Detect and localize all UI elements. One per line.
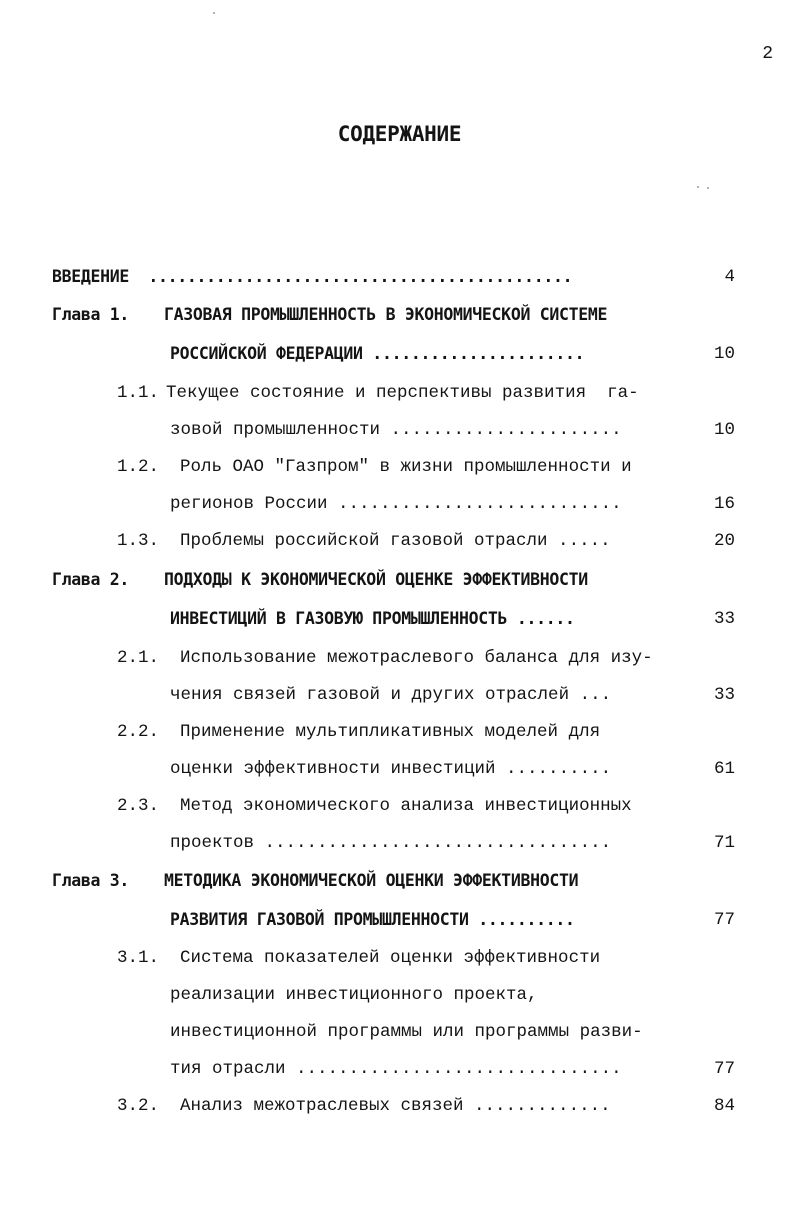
toc-title-line: Применение мультипликативных моделей для [180, 722, 601, 742]
toc-title-line: Система показателей оценки эффективности [180, 948, 601, 968]
toc-title-line: проектов ................................. [170, 833, 612, 853]
toc-page-number: 33 [713, 685, 735, 705]
toc-page-number: 20 [713, 531, 735, 551]
toc-entry-number: 3.1. [117, 948, 160, 968]
toc-entry-number: Глава 1. [52, 305, 130, 324]
toc-title-line: чения связей газовой и других отраслей ... [170, 685, 612, 705]
toc-page-number: 33 [713, 609, 735, 629]
toc-title-line: зовой промышленности ...................... [170, 420, 622, 440]
toc-title-line: инвестиционной программы или программы разви- [170, 1022, 643, 1042]
scan-speck [697, 186, 699, 188]
toc-title-line: РОССИЙСКОЙ ФЕДЕРАЦИИ ...................... [170, 344, 585, 363]
toc-title-line: Текущее состояние и перспективы развития га- [166, 383, 639, 403]
page-title: СОДЕРЖАНИЕ [337, 122, 462, 146]
toc-entry-number: 3.2. [117, 1096, 160, 1116]
toc-entry-number: 1.3. [117, 531, 160, 551]
toc-page-number: 71 [713, 833, 735, 853]
toc-entry-number: 1.1. [117, 383, 160, 403]
toc-title-line: МЕТОДИКА ЭКОНОМИЧЕСКОЙ ОЦЕНКИ ЭФФЕКТИВНОСТИ [164, 871, 579, 890]
toc-title-line: ИНВЕСТИЦИЙ В ГАЗОВУЮ ПРОМЫШЛЕННОСТЬ ...... [170, 609, 575, 628]
toc-page-number: 10 [713, 420, 735, 440]
toc-page-number: 61 [713, 759, 735, 779]
toc-title-line: ГАЗОВАЯ ПРОМЫШЛЕННОСТЬ В ЭКОНОМИЧЕСКОЙ СИСТЕМЕ [164, 305, 608, 324]
toc-title-line: Проблемы российской газовой отрасли ..... [180, 531, 611, 551]
toc-entry-number: 2.3. [117, 796, 160, 816]
toc-title-line: регионов России ........................... [170, 494, 622, 514]
toc-page-number: 77 [713, 910, 735, 930]
toc-title-line: тия отрасли ............................... [170, 1059, 622, 1079]
toc-page-number: 4 [724, 267, 735, 287]
toc-entry-number: 2.1. [117, 648, 160, 668]
toc-title-line: РАЗВИТИЯ ГАЗОВОЙ ПРОМЫШЛЕННОСТИ .......... [170, 910, 575, 929]
scan-speck [707, 187, 709, 189]
toc-entry-number: Глава 2. [52, 570, 130, 589]
toc-page-number: 10 [713, 344, 735, 364]
toc-entry-number: Глава 3. [52, 871, 130, 890]
toc-page-number: 84 [713, 1096, 735, 1116]
toc-title-line: Роль ОАО "Газпром" в жизни промышленности и [180, 457, 632, 477]
toc-page-number: 77 [713, 1059, 735, 1079]
scan-speck [213, 12, 215, 14]
toc-title-line: Использование межотраслевого баланса для изу- [180, 648, 653, 668]
toc-title-line: реализации инвестиционного проекта, [170, 985, 538, 1005]
toc-title-line: ПОДХОДЫ К ЭКОНОМИЧЕСКОЙ ОЦЕНКЕ ЭФФЕКТИВНОСТИ [164, 570, 588, 589]
toc-entry-number: 1.2. [117, 457, 160, 477]
toc-title-line: Метод экономического анализа инвестиционных [180, 796, 632, 816]
toc-page-number: 16 [713, 494, 735, 514]
toc-entry-number: 2.2. [117, 722, 160, 742]
toc-title-line: оценки эффективности инвестиций .......... [170, 759, 612, 779]
page-number: 2 [762, 44, 773, 64]
toc-title-line: ВВЕДЕНИЕ ............................................ [52, 267, 573, 286]
toc-title-line: Анализ межотраслевых связей ............. [180, 1096, 611, 1116]
